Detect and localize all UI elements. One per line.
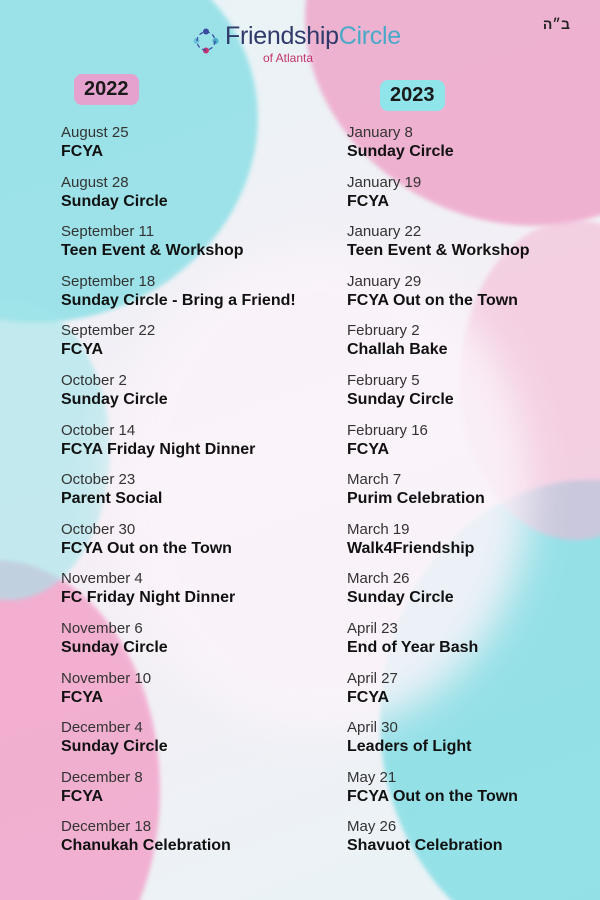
event-name: FCYA	[61, 787, 104, 805]
event-name: FCYA	[347, 192, 390, 210]
event-name: Walk4Friendship	[347, 539, 475, 557]
event-name: Teen Event & Workshop	[61, 242, 244, 260]
events-2022-list	[61, 124, 296, 868]
event-item	[347, 570, 530, 620]
event-date: January 8	[347, 124, 413, 141]
event-date: September 18	[61, 272, 156, 290]
event-item	[61, 223, 296, 273]
event-item	[347, 769, 530, 819]
event-date: January 22	[347, 223, 422, 241]
event-date: January 19	[347, 173, 422, 191]
event-item	[61, 769, 296, 819]
event-date: April 30	[347, 719, 398, 737]
event-name: Parent Social	[61, 490, 163, 508]
event-item	[347, 174, 530, 224]
event-name: Chanukah Celebration	[61, 837, 231, 855]
event-date: April 23	[347, 619, 398, 637]
event-item	[347, 471, 530, 521]
event-name: Purim Celebration	[347, 490, 485, 508]
event-item	[347, 818, 530, 868]
event-item	[347, 719, 530, 769]
event-name: FC Friday Night Dinner	[61, 589, 236, 607]
event-date: February 5	[347, 371, 420, 389]
event-item	[61, 322, 296, 372]
event-item	[61, 620, 296, 670]
friendship-circle-logo	[193, 24, 401, 74]
event-date: September 11	[61, 223, 155, 241]
event-date: January 29	[347, 272, 422, 290]
event-name: Sunday Circle - Bring a Friend!	[61, 291, 296, 309]
event-item	[347, 620, 530, 670]
event-date: December 4	[61, 719, 143, 737]
event-item	[61, 273, 296, 323]
event-date: March 26	[347, 570, 410, 588]
event-item	[347, 670, 530, 720]
event-date: April 27	[347, 669, 398, 687]
logo-subtitle: of Atlanta	[263, 51, 314, 65]
year-badge-2022: 2022	[74, 74, 139, 105]
event-name: Sunday Circle	[61, 638, 168, 656]
event-item	[61, 521, 296, 571]
event-name: FCYA Out on the Town	[347, 291, 518, 309]
event-name: FCYA	[61, 143, 104, 160]
event-name: FCYA Out on the Town	[347, 787, 518, 805]
event-item	[347, 322, 530, 372]
event-date: November 4	[61, 570, 143, 588]
event-name: Challah Bake	[347, 341, 448, 359]
event-date: December 18	[61, 818, 152, 836]
event-item	[61, 471, 296, 521]
event-name: Shavuot Celebration	[347, 837, 503, 855]
logo-wordmark: FriendshipCircle	[225, 22, 401, 50]
event-name: End of Year Bash	[347, 638, 479, 656]
event-date: February 2	[347, 322, 420, 340]
event-date: August 25	[61, 124, 129, 141]
event-item	[61, 124, 296, 174]
event-date: October 23	[61, 471, 136, 489]
event-name: Teen Event & Workshop	[347, 242, 530, 260]
event-item	[61, 818, 296, 868]
event-item	[61, 719, 296, 769]
event-name: Sunday Circle	[61, 738, 168, 756]
event-name: Sunday Circle	[61, 192, 168, 210]
event-item	[347, 422, 530, 472]
event-name: FCYA	[61, 341, 104, 359]
event-item	[347, 372, 530, 422]
circle-dots-icon	[193, 28, 219, 54]
event-item	[61, 174, 296, 224]
event-date: March 19	[347, 520, 410, 538]
event-date: November 6	[61, 619, 143, 637]
event-date: November 10	[61, 669, 152, 687]
event-name: Sunday Circle	[347, 589, 454, 607]
event-item	[61, 670, 296, 720]
event-date: December 8	[61, 768, 143, 786]
events-2023-list	[347, 124, 530, 868]
event-name: Sunday Circle	[61, 390, 168, 408]
event-name: Leaders of Light	[347, 738, 472, 756]
event-date: October 30	[61, 520, 136, 538]
event-item	[61, 570, 296, 620]
year-badge-2023: 2023	[380, 80, 445, 111]
event-name: FCYA	[347, 688, 390, 706]
event-item	[347, 124, 530, 174]
event-date: September 22	[61, 322, 156, 340]
event-name: FCYA	[347, 440, 390, 458]
event-date: May 21	[347, 768, 397, 786]
event-name: FCYA Out on the Town	[61, 539, 232, 557]
event-item	[347, 223, 530, 273]
event-item	[61, 372, 296, 422]
event-name: Sunday Circle	[347, 390, 454, 408]
event-name: Sunday Circle	[347, 143, 454, 160]
event-date: February 16	[347, 421, 428, 439]
event-date: March 7	[347, 471, 402, 489]
event-item	[61, 422, 296, 472]
event-name: FCYA	[61, 688, 104, 706]
hebrew-mark: ב״ה	[542, 16, 570, 32]
event-date: August 28	[61, 173, 129, 191]
event-date: May 26	[347, 818, 397, 836]
event-name: FCYA Friday Night Dinner	[61, 440, 256, 458]
event-item	[347, 273, 530, 323]
event-item	[347, 521, 530, 571]
event-date: October 14	[61, 421, 136, 439]
event-date: October 2	[61, 371, 127, 389]
